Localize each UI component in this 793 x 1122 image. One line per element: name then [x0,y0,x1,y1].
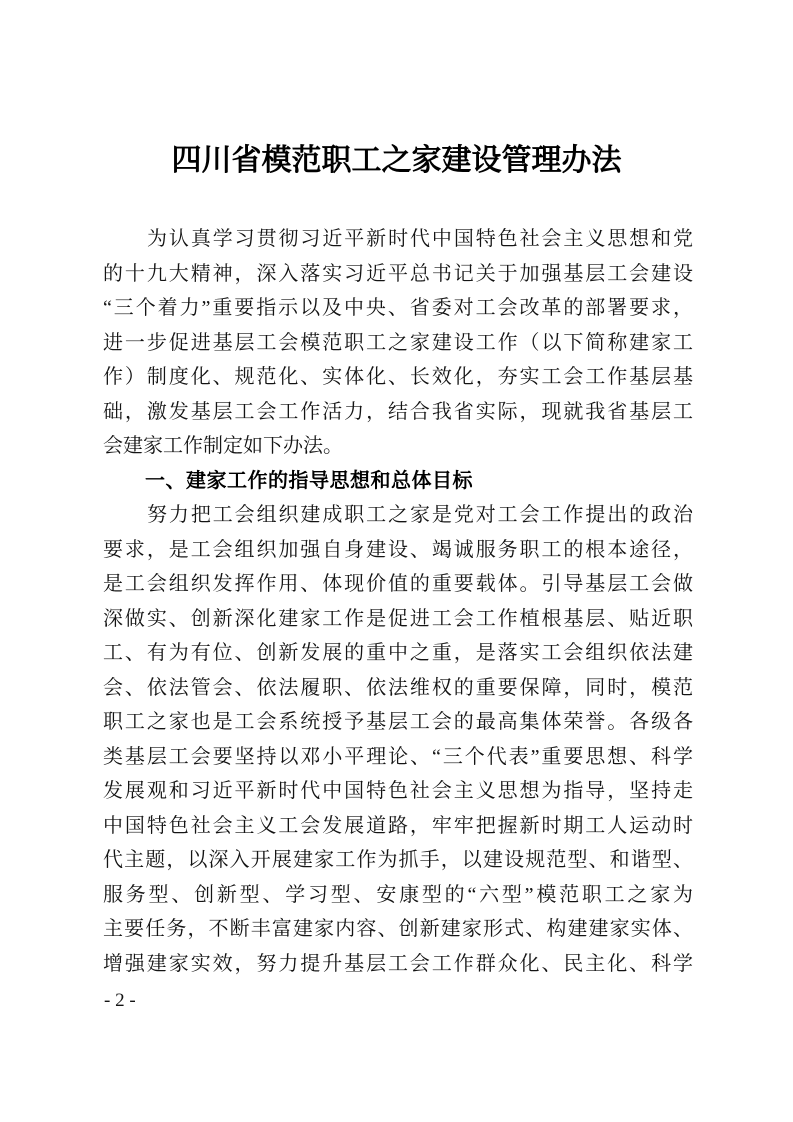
section1-paragraph-line: 会、依法管会、依法履职、依法维权的重要保障，同时，模范 [103,676,693,699]
section1-paragraph-line: 职工之家也是工会系统授予基层工会的最高集体荣誉。各级各 [103,711,693,733]
section1-paragraph-line: 服务型、创新型、学习型、安康型的“六型”模范职工之家为 [103,883,693,906]
paragraph1-line: 础，激发基层工会工作活力，结合我省实际，现就我省基层工 [103,400,693,423]
section1-paragraph-line: 深做实、创新深化建家工作是促进工会工作植根基层、贴近职 [103,607,693,630]
section1-paragraph-line: 努力把工会组织建成职工之家是党对工会工作提出的政治 [147,504,693,526]
document-title: 四川省模范职工之家建设管理办法 [171,144,622,177]
paragraph1-line: 为认真学习贯彻习近平新时代中国特色社会主义思想和党 [147,228,693,250]
section1-paragraph-line: 中国特色社会主义工会发展道路，牢牢把握新时期工人运动时 [103,814,693,837]
section1-paragraph-line: 类基层工会要坚持以邓小平理论、“三个代表”重要思想、科学 [103,745,693,768]
section1-paragraph-line: 主要任务，不断丰富建家内容、创新建家形式、构建建家实体、 [103,918,693,940]
section1-paragraph-line: 增强建家实效，努力提升基层工会工作群众化、民主化、科学 [103,952,693,975]
page-number: - 2 - [104,990,136,1011]
section1-paragraph-line: 发展观和习近平新时代中国特色社会主义思想为指导，坚持走 [103,780,693,802]
paragraph1-line: 进一步促进基层工会模范职工之家建设工作（以下简称建家工 [103,331,693,354]
paragraph1-line: 作）制度化、规范化、实体化、长效化，夯实工会工作基层基 [103,366,693,388]
section1-paragraph-line: 是工会组织发挥作用、体现价值的重要载体。引导基层工会做 [103,573,693,595]
document-body [103,222,693,981]
paragraph1-line: 的十九大精神，深入落实习近平总书记关于加强基层工会建设 [103,262,693,285]
section-heading: 一、建家工作的指导思想和总体目标 [145,469,473,492]
section1-paragraph-line: 工、有为有位、创新发展的重中之重，是落实工会组织依法建 [103,642,693,664]
paragraph1-line: “三个着力”重要指示以及中央、省委对工会改革的部署要求， [103,297,693,319]
section1-paragraph-line: 代主题，以深入开展建家工作为抓手，以建设规范型、和谐型、 [103,849,693,871]
section1-paragraph-line: 要求，是工会组织加强自身建设、竭诚服务职工的根本途径， [103,538,693,561]
paragraph1-line: 会建家工作制定如下办法。 [103,435,343,457]
